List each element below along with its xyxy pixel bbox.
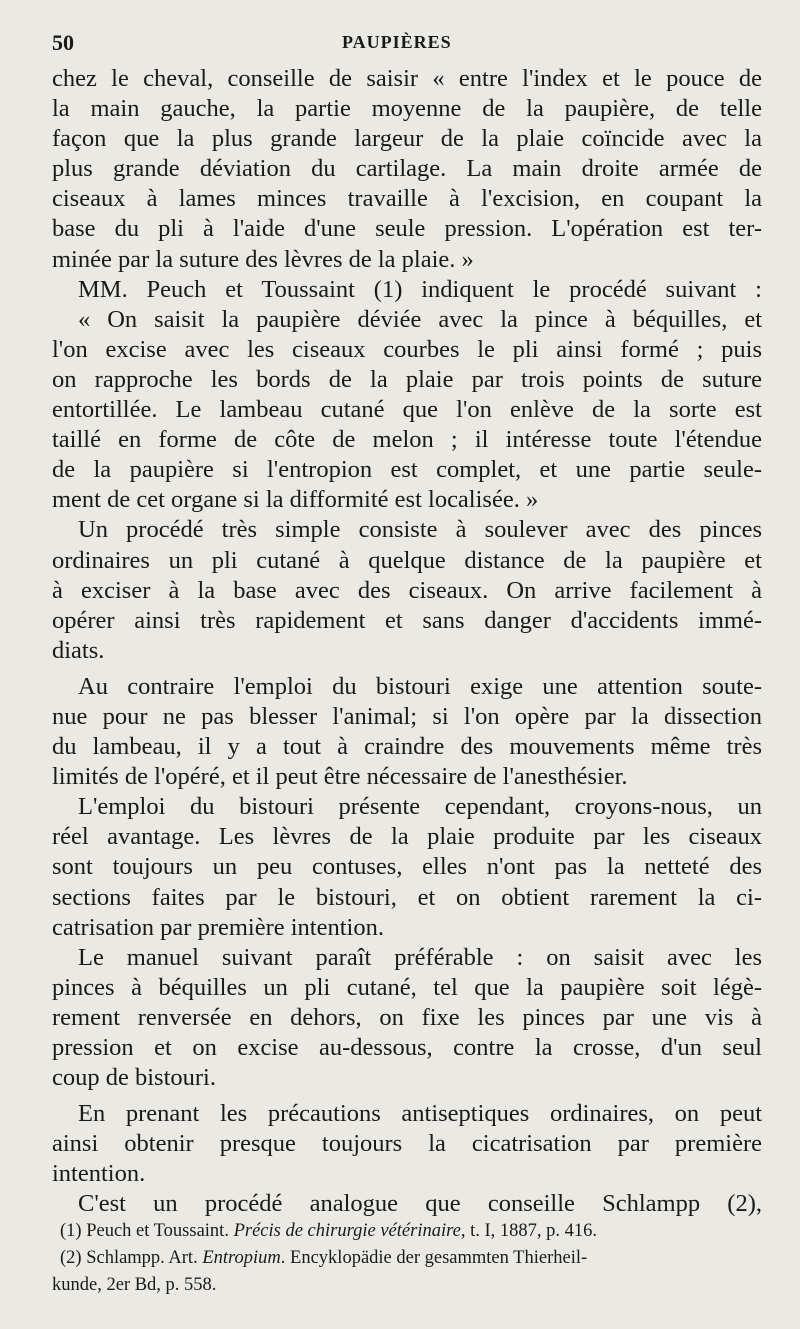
text-line: plus grande déviation du cartilage. La main droite armée de [52, 155, 762, 183]
text-line: limités de l'opéré, et il peut être nécessaire de l'anesthésier. [52, 763, 628, 791]
text-line: l'on excise avec les ciseaux courbes le pli ainsi formé ; puis [52, 335, 762, 363]
footnotes [52, 1218, 752, 1299]
text-line: L'emploi du bistouri présente cependant, croyons-nous, un [78, 793, 762, 821]
text-line: ordinaires un pli cutané à quelque distance de la paupière et [52, 546, 762, 574]
text-line: opérer ainsi très rapidement et sans danger d'accidents immé- [52, 606, 762, 634]
text-line: En prenant les précautions antiseptiques ordinaires, on peut [78, 1100, 762, 1128]
text-line: entortillée. Le lambeau cutané que l'on enlève de la sorte est [52, 396, 762, 424]
page-number: 50 [52, 30, 74, 55]
text-line: façon que la plus grande largeur de la plaie coïncide avec la [52, 125, 762, 153]
body-text [52, 64, 762, 1220]
text-line: du lambeau, il y a tout à craindre des mouvements même très [52, 733, 762, 761]
text-line: ciseaux à lames minces travaille à l'excision, en coupant la [52, 185, 762, 213]
text-line: chez le cheval, conseille de saisir « entre l'index et le pouce de [52, 65, 762, 92]
text-line: catrisation par première intention. [52, 913, 384, 941]
text-line: de la paupière si l'entropion est complet, et une partie seule- [52, 456, 762, 484]
text-line: Le manuel suivant paraît préférable : on saisit avec les [78, 943, 762, 971]
text-line: à exciser à la base avec des ciseaux. On arrive facilement à [52, 576, 762, 604]
text-line: on rapproche les bords de la plaie par trois points de suture [52, 365, 762, 393]
text-line: C'est un procédé analogue que conseille Schlampp (2), [78, 1190, 762, 1218]
text-line: Un procédé très simple consiste à soulever avec des pinces [78, 516, 762, 544]
text-line: sections faites par le bistouri, et on obtient rarement la ci- [52, 883, 762, 911]
text-line: minée par la suture des lèvres de la plaie. » [52, 245, 474, 273]
text-line: rement renversée en dehors, on fixe les pinces par une vis à [52, 1003, 762, 1031]
text-line: réel avantage. Les lèvres de la plaie produite par les ciseaux [52, 823, 762, 851]
running-title: PAUPIÈRES [342, 32, 452, 52]
text-line: coup de bistouri. [52, 1064, 216, 1092]
text-line: la main gauche, la partie moyenne de la paupière, de telle [52, 95, 762, 123]
text-line: diats. [52, 636, 105, 664]
text-line: sont toujours un peu contuses, elles n'ont pas la netteté des [52, 853, 762, 881]
text-line: intention. [52, 1160, 146, 1188]
footnote-2-continuation: kunde, 2er Bd, p. 558. [52, 1275, 217, 1295]
text-line: pression et on excise au-dessous, contre la crosse, d'un seul [52, 1034, 762, 1061]
footnote-1: (1) Peuch et Toussaint. Précis de chirurgie vétérinaire, t. I, 1887, p. 416. [60, 1221, 598, 1241]
text-line: nue pour ne pas blesser l'animal; si l'on opère par la dissection [52, 702, 762, 730]
footnote-2: (2) Schlampp. Art. Entropium. Encyklopädie der gesammten Thierheil- [60, 1248, 588, 1268]
text-line: base du pli à l'aide d'une seule pression. L'opération est ter- [52, 215, 762, 243]
page-header [52, 30, 760, 58]
text-line: ment de cet organe si la difformité est localisée. » [52, 486, 539, 514]
text-line: « On saisit la paupière déviée avec la pince à béquilles, et [78, 305, 762, 333]
text-line: pinces à béquilles un pli cutané, tel que la paupière soit légè- [52, 973, 762, 1001]
text-line: MM. Peuch et Toussaint (1) indiquent le procédé suivant : [78, 275, 762, 303]
text-line: ainsi obtenir presque toujours la cicatrisation par première [52, 1130, 762, 1158]
text-line: taillé en forme de côte de melon ; il intéresse toute l'étendue [52, 426, 762, 454]
text-line: Au contraire l'emploi du bistouri exige une attention soute- [78, 672, 762, 700]
